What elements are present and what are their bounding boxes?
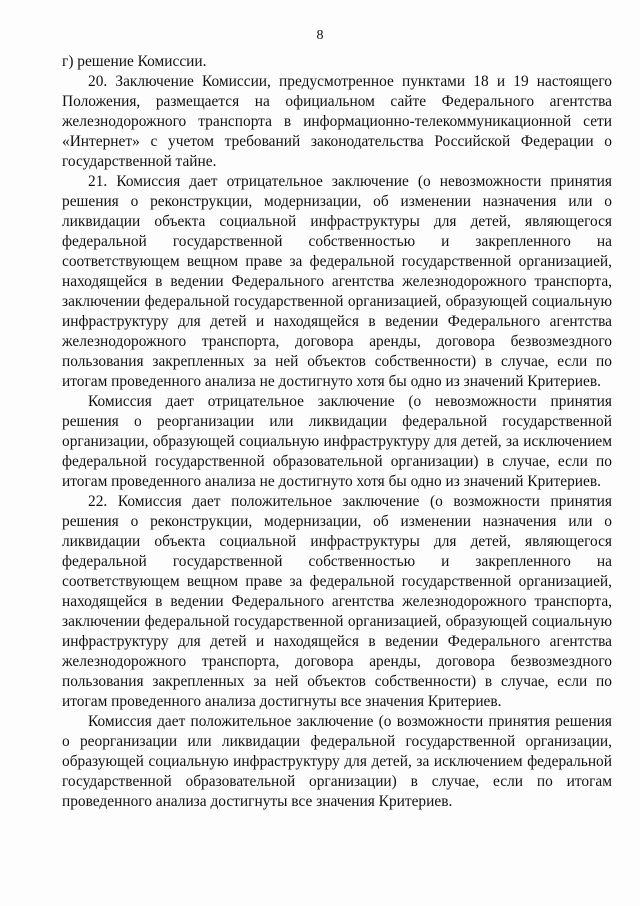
paragraph-positive-conclusion-reorganization: Комиссия дает положительное заключение (о возможности принятия решения о реорганизации или ликвидации федеральной государственной организации, образующей социальную инфраструктуру для детей, за исключением федеральной государственной образовательной организации) в случае, если по итогам проведенного анализа достигнуты все значения Критериев. [62,713,612,810]
paragraph-negative-conclusion-reorganization: Комиссия дает отрицательное заключение (о невозможности принятия решения о реорганизации или ликвидации федеральной государственной организации, образующей социальную инфраструктуру для детей, за исключением федеральной государственной образовательной организации) в случае, если по итогам проведенного анализа не достигнуто хотя бы одно из значений Критериев. [62,393,612,490]
page-number: 8 [316,28,324,43]
document-body [62,52,612,812]
paragraph-item-g: г) решение Комиссии. [62,53,207,70]
paragraph-clause-20: 20. Заключение Комиссии, предусмотренное пунктами 18 и 19 настоящего Положения, размещается на официальном сайте Федерального агентства железнодорожного транспорта в информационно-телекоммуникационной сети «Интернет» с учетом требований законодательства Российской Федерации о государственной тайне. [62,73,612,170]
paragraph-clause-21: 21. Комиссия дает отрицательное заключение (о невозможности принятия решения о реконструкции, модернизации, об изменении назначения или о ликвидации объекта социальной инфраструктуры для детей, являющегося федеральной государственной собственностью и закрепленного на соответствующем вещном праве за федеральной государственной организацией, находящейся в ведении Федерального агентства железнодорожного транспорта, заключении федеральной государственной организацией, образующей социальную инфраструктуру для детей и находящейся в ведении Федерального агентства железнодорожного транспорта, договора аренды, договора безвозмездного пользования закрепленных за ней объектов собственности) в случае, если по итогам проведенного анализа не достигнуто хотя бы одно из значений Критериев. [62,173,612,390]
paragraph-clause-22: 22. Комиссия дает положительное заключение (о возможности принятия решения о реконструкции, модернизации, об изменении назначения или о ликвидации объекта социальной инфраструктуры для детей, являющегося федеральной государственной собственностью и закрепленного на соответствующем вещном праве за федеральной государственной организацией, находящейся в ведении Федерального агентства железнодорожного транспорта, заключении федеральной государственной организацией, образующей социальную инфраструктуру для детей и находящейся в ведении Федерального агентства железнодорожного транспорта, договора аренды, договора безвозмездного пользования закрепленных за ней объектов собственности) в случае, если по итогам проведенного анализа достигнуты все значения Критериев. [62,493,612,710]
